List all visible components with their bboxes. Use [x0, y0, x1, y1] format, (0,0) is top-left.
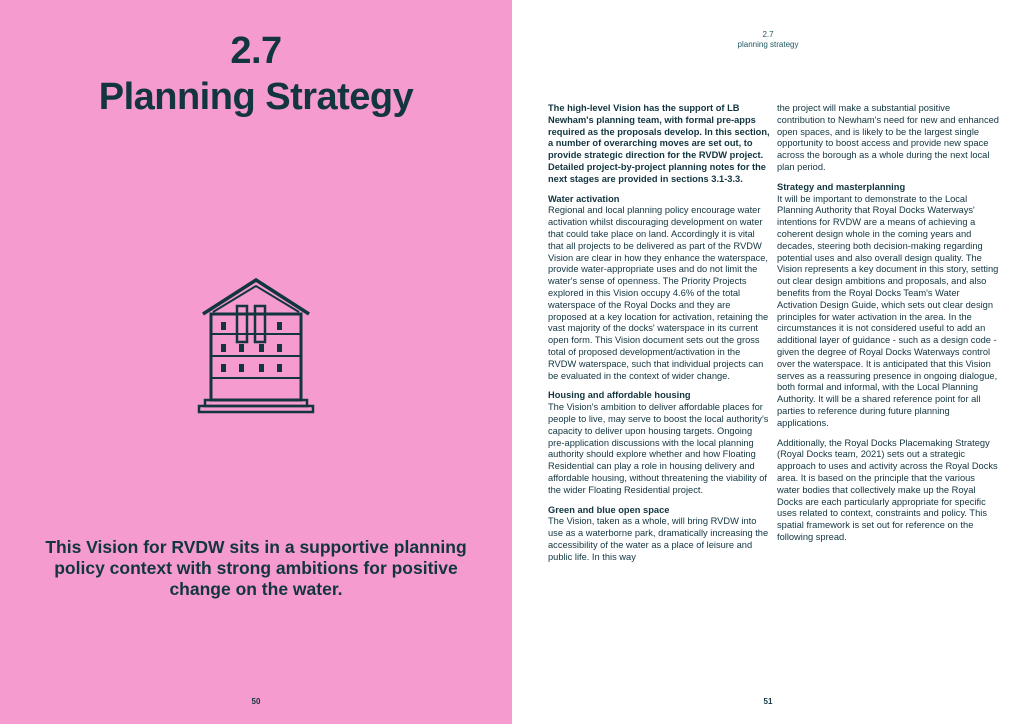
strategy-body: It will be important to demonstrate to the Local Planning Authority that Royal Docks Waterways' intentions for RVDW are a means of achieving a coherent design whole in the coming years and decades, steering both decision-making regarding potential uses and also overall design quality. The Vision represents a key document in this story, setting out clear design ambitions and proposals, and also benefits from the Royal Docks Team's Water Activation Design Guide, which sets out clear design principles for water activation in the area. In the circumstances it is not considered useful to add an additional layer of guidance - such as a design code - given the degree of Royal Docks Waterways control over the waterspace. It is anticipated that this Vision serves as a reassuring presence in ongoing dialogue, both formal and informal, with the Local Planning Authority. It will be a shared reference point for all parties to reference during future planning applications.	[777, 193, 999, 428]
housing-heading: Housing and affordable housing	[548, 390, 691, 401]
section-title-text: Planning Strategy	[98, 76, 414, 118]
page-number-right: 51	[763, 697, 773, 706]
housing-body: The Vision's ambition to deliver affordable places for people to live, may serve to boost the local authority's capacity to deliver upon housing targets. Ongoing pre-application discussions with the local planning authority should explore whether and how Floating Residential can play a role in housing delivery and affordable housing, without threatening the viability of the wider Floating Residential project.	[548, 402, 769, 495]
pull-quote: This Vision for RVDW sits in a supportive planning policy context with strong ambitions for positive change on the water.	[45, 537, 467, 599]
open-space-heading: Green and blue open space	[548, 504, 670, 515]
water-activation-body: Regional and local planning policy encourage water activation whilst discouraging development on water that could take place on land. Accordingly it is vital that all projects to be delivered as part of the RVDW Vision are clear in how they enhance the waterspace, provide water-appropriate uses and do not limit the water's sense of openness. The Priority Projects explored in this Vision occupy 4.6% of the total waterspace of the Royal Docks and they are proposed at a key location for activation, retaining the vast majority of the docks' waterspace in its current open form. This Vision document sets out the gross total of proposed development/activation in the RVDW waterspace, such that individual projects can be evaluated in the context of wider change.	[548, 205, 769, 381]
running-head-title: planning strategy	[737, 40, 799, 49]
page-number-left: 50	[251, 697, 261, 706]
page-title	[0, 28, 512, 120]
strategy-heading: Strategy and masterplanning	[777, 181, 906, 192]
open-space-continuation: the project will make a substantial positive contribution to Newham's need for new and enhanced open spaces, and is likely to be the largest single opportunity to boost access and provide new space across the borough as a whole during the next local plan period.	[777, 103, 999, 172]
running-head	[668, 30, 868, 50]
text-column-1	[548, 103, 770, 571]
water-activation-heading: Water activation	[548, 193, 620, 204]
section-number: 2.7	[230, 30, 282, 72]
building-icon	[197, 274, 315, 414]
open-space-body: The Vision, taken as a whole, will bring RVDW into use as a waterborne park, dramatically increasing the accessibility of the water as a place of leisure and public life. In this way	[548, 516, 769, 562]
intro-paragraph: The high-level Vision has the support of LB Newham's planning team, with formal pre-apps required as the proposals develop. In this section, a number of overarching moves are set out, to provide strategic direction for the RVDW project. Detailed project-by-project planning notes for the next stages are provided in sections 3.1-3.3.	[548, 103, 770, 184]
placemaking-paragraph: Additionally, the Royal Docks Placemaking Strategy (Royal Docks team, 2021) sets out a strategic approach to uses and activity across the Royal Docks area. It is based on the principle that the various water bodies that collectively make up the Royal Docks are each particularly appropriate for specific uses related to context, constraints and policy. This spatial framework is set out for reference on the following spread.	[777, 437, 998, 542]
right-page	[512, 0, 1024, 724]
text-column-2	[777, 103, 999, 552]
running-head-number: 2.7	[762, 30, 774, 39]
